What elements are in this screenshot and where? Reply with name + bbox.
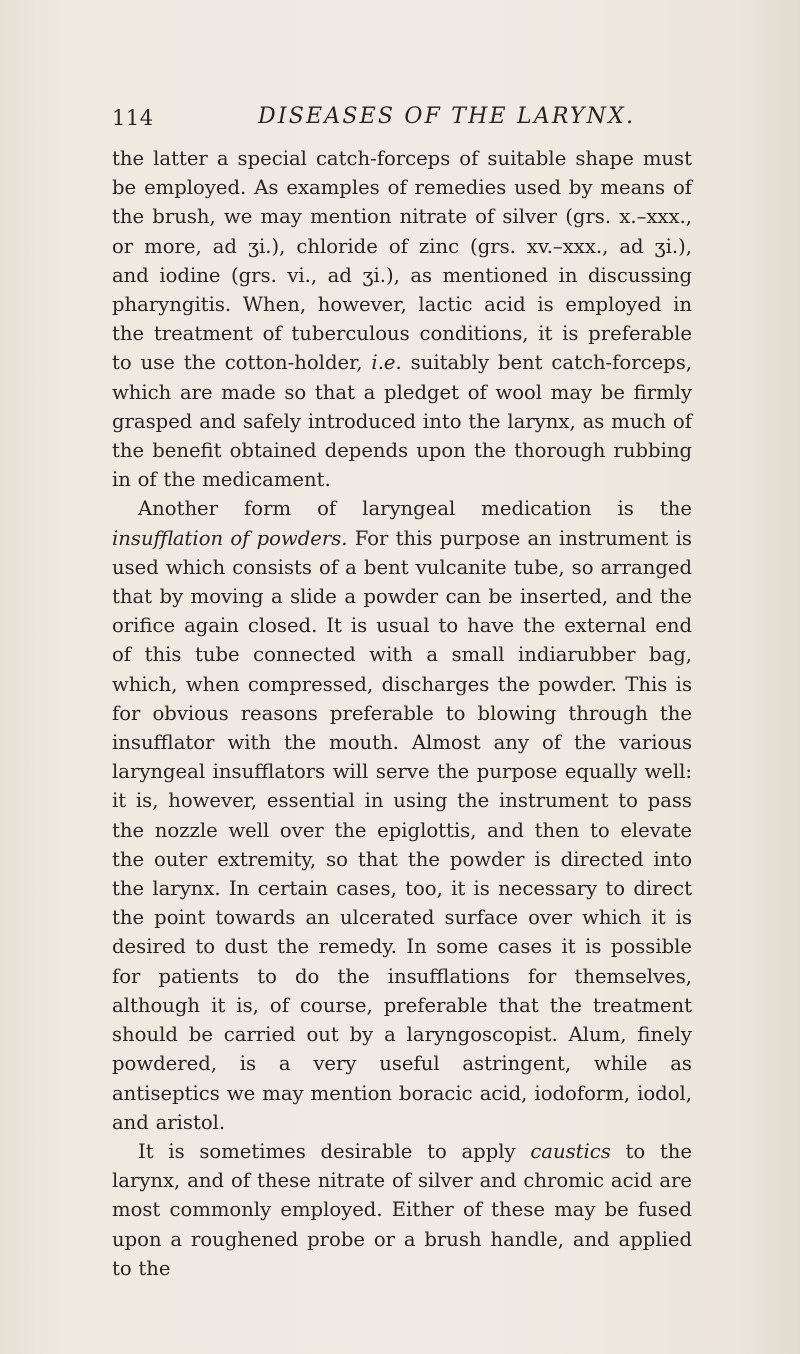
italic-caustics: caustics (530, 1139, 611, 1163)
paragraph-insufflation (112, 494, 692, 1136)
page-number: 114 (112, 106, 154, 130)
text-segment: suitably bent catch-forceps, which are made so that a pledget of wool may be firmly grasped and safely introduced into the larynx, as much of the benefit obtained depends upon the thorough rubbing in of the medicament. (112, 351, 692, 492)
paragraph-brush-remedies (112, 144, 692, 494)
running-title: DISEASES OF THE LARYNX. (258, 104, 636, 129)
text-segment: It is sometimes desirable to apply (138, 1139, 531, 1163)
body-text (112, 144, 692, 1283)
text-segment: to the larynx, and of these nitrate of silver and chromic acid are most commonly employed. Either of these may be fused upon a roughened probe or a brush handle, and applied to the (112, 1139, 693, 1280)
running-head (0, 100, 800, 140)
italic-ie: i.e. (371, 351, 402, 375)
italic-insufflation-of-powders: insufflation of powders. (112, 526, 348, 550)
text-segment: For this purpose an instrument is used which consists of a bent vulcanite tube, so arranged that by moving a slide a powder can be inserted, and the orifice again closed. It is usual to have the external end of this tube connected with a small indiarubber bag, which, when compressed, discharges the powder. This is for obvious reasons preferable to blowing through the insufflator with the mouth. Almost any of the various laryngeal insufflators will serve the purpose equally well: it is, however, essential in using the instrument to pass the nozzle well over the epiglottis, and then to elevate the outer extremity, so that the powder is directed into the larynx. In certain cases, too, it is necessary to direct the point towards an ulcerated surface over which it is desired to dust the remedy. In some cases it is possible for patients to do the insufflations for themselves, although it is, of course, preferable that the treatment should be carried out by a laryngoscopist. Alum, finely powdered, is a very useful astringent, while as antiseptics we may mention boracic acid, iodoform, iodol, and aristol. (112, 526, 692, 1134)
text-segment: Another form of laryngeal medication is the (138, 497, 692, 521)
paragraph-caustics (112, 1137, 692, 1283)
text-segment: the latter a special catch-forceps of suitable shape must be employed. As examples of remedies used by means of the brush, we may mention nitrate of silver (grs. x.–xxx., or more, ad ʒi.), chloride of zinc (grs. xv.–xxx., ad ʒi.), and iodine (grs. vi., ad ʒi.), as mentioned in discussing pharyngitis. When, however, lactic acid is employed in the treatment of tuberculous conditions, it is preferable to use the cotton-holder, (112, 147, 692, 375)
